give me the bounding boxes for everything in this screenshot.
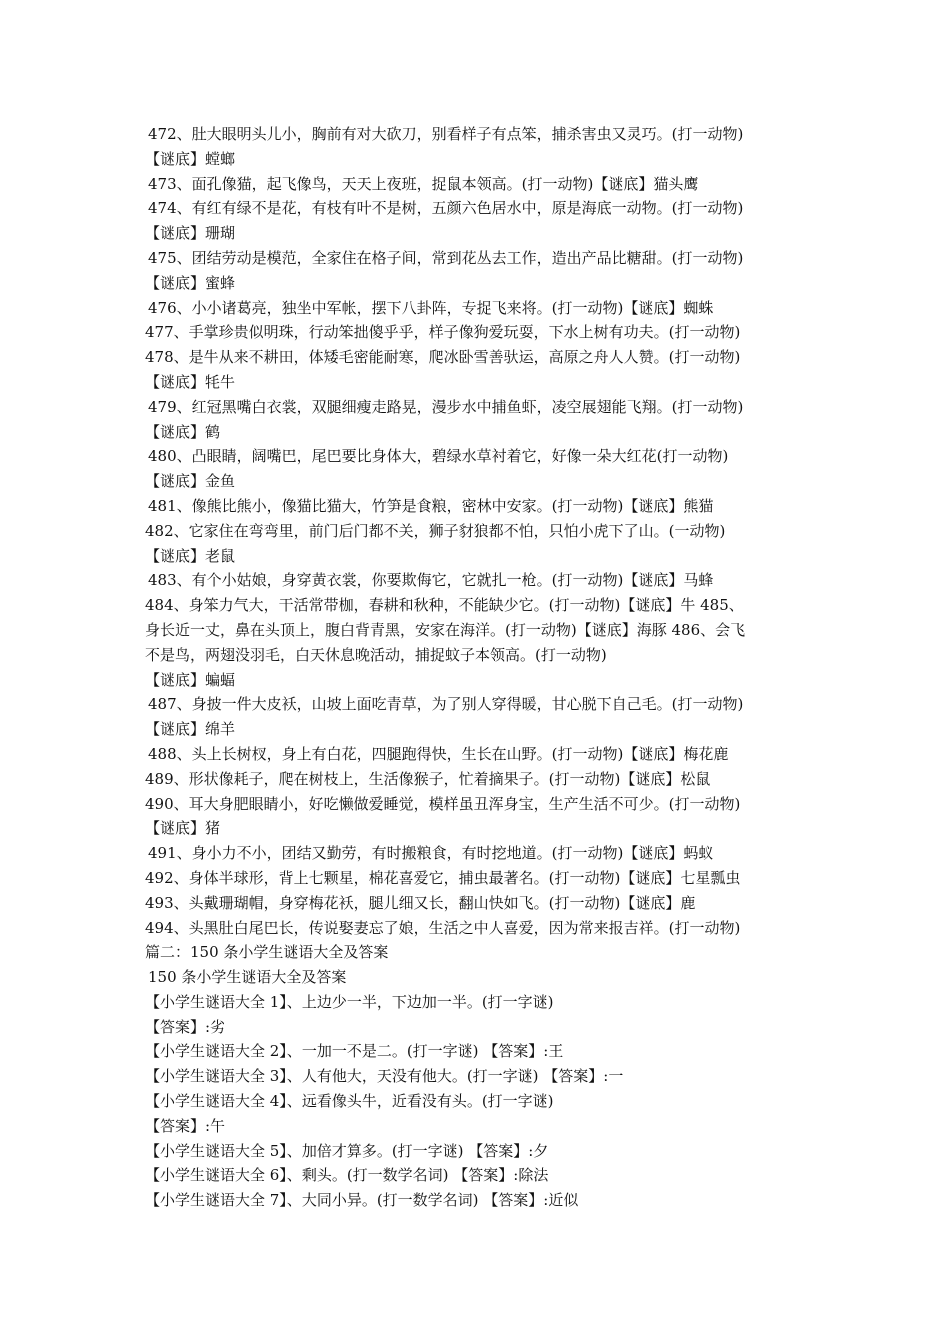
- text-line: 【答案】:劣: [145, 1017, 226, 1036]
- text-line: 【小学生谜语大全 1】、上边少一半，下边加一半。(打一字谜): [145, 992, 554, 1011]
- text-line: 【小学生谜语大全 2】、一加一不是二。(打一字谜) 【答案】:王: [145, 1042, 564, 1061]
- text-line: 【小学生谜语大全 3】、人有他大，天没有他大。(打一字谜) 【答案】:一: [145, 1067, 624, 1086]
- text-line: 【谜底】金鱼: [145, 472, 236, 491]
- text-line: 488、头上长树杈，身上有白花，四腿跑得快，生长在山野。(打一动物)【谜底】梅花鹿: [148, 744, 729, 763]
- text-line: 【答案】:午: [145, 1116, 226, 1135]
- text-line: 【小学生谜语大全 4】、远看像头牛，近看没有头。(打一字谜): [145, 1092, 554, 1111]
- text-line: 473、面孔像猫，起飞像鸟，天天上夜班，捉鼠本领高。(打一动物)【谜底】猫头鹰: [148, 174, 699, 193]
- text-line: 480、凸眼睛，阔嘴巴，尾巴要比身体大，碧绿水草衬着它，好像一朵大红花(打一动物): [148, 447, 729, 466]
- riddle-text-body: [145, 122, 815, 1213]
- text-line: 【小学生谜语大全 6】、剩头。(打一数学名词) 【答案】:除法: [145, 1166, 549, 1185]
- text-line: 【谜底】老鼠: [145, 546, 236, 565]
- text-line: 490、耳大身肥眼睛小，好吃懒做爱睡觉，模样虽丑浑身宝，生产生活不可少。(打一动物): [145, 794, 741, 813]
- text-line: 475、团结劳动是模范，全家住在格子间，常到花丛去工作，造出产品比糖甜。(打一动物): [148, 248, 744, 267]
- text-line: 472、肚大眼明头儿小，胸前有对大砍刀，别看样子有点笨，捕杀害虫又灵巧。(打一动物): [148, 125, 744, 143]
- text-line: 477、手掌珍贵似明珠，行动笨拙傻乎乎，样子像狗爱玩耍，下水上树有功夫。(打一动物): [145, 323, 741, 342]
- text-line: 483、有个小姑娘，身穿黄衣裳，你要欺侮它，它就扎一枪。(打一动物)【谜底】马蜂: [148, 571, 714, 590]
- text-line: 482、它家住在弯弯里，前门后门都不关，狮子豺狼都不怕，只怕小虎下了山。(一动物): [145, 521, 726, 540]
- text-line: 【谜底】螳螂: [145, 149, 236, 168]
- text-line: 【谜底】蜜蜂: [145, 273, 236, 292]
- text-line: 150 条小学生谜语大全及答案: [148, 968, 347, 987]
- text-line: 【谜底】猪: [145, 819, 221, 838]
- text-line: 【谜底】绵羊: [145, 720, 236, 739]
- text-line: 【谜底】鹤: [145, 422, 221, 441]
- text-line: 【小学生谜语大全 7】、大同小异。(打一数学名词) 【答案】:近似: [145, 1191, 579, 1210]
- text-line: 【谜底】牦牛: [145, 372, 236, 391]
- text-line: 484、身笨力气大，干活常带枷，春耕和秋种，不能缺少它。(打一动物)【谜底】牛 485、: [145, 596, 744, 615]
- text-line: 【谜底】珊瑚: [145, 224, 236, 243]
- text-line: 493、头戴珊瑚帽，身穿梅花袄，腿儿细又长，翻山快如飞。(打一动物)【谜底】鹿: [145, 893, 696, 912]
- text-line: 不是鸟，两翅没羽毛，白天休息晚活动，捕捉蚊子本领高。(打一动物): [145, 645, 607, 664]
- text-line: 476、小小诸葛亮，独坐中军帐，摆下八卦阵，专捉飞来将。(打一动物)【谜底】蜘蛛: [148, 298, 714, 317]
- text-line: 489、形状像耗子，爬在树枝上，生活像猴子，忙着摘果子。(打一动物)【谜底】松鼠: [145, 769, 711, 788]
- text-line: 478、是牛从来不耕田，体矮毛密能耐寒，爬冰卧雪善驮运，高原之舟人人赞。(打一动物): [145, 348, 741, 367]
- text-line: 474、有红有绿不是花，有枝有叶不是树，五颜六色居水中，原是海底一动物。(打一动物): [148, 199, 744, 218]
- text-line: 494、头黑肚白尾巴长，传说娶妻忘了娘，生活之中人喜爱，因为常来报吉祥。(打一动物): [145, 918, 741, 937]
- text-line: 身长近一丈，鼻在头顶上，腹白背青黑，安家在海洋。(打一动物)【谜底】海豚 486、会飞: [145, 620, 746, 639]
- text-line: 481、像熊比熊小，像猫比猫大，竹笋是食粮，密林中安家。(打一动物)【谜底】熊猫: [148, 496, 714, 515]
- text-line: 487、身披一件大皮袄，山坡上面吃青草，为了别人穿得暖，甘心脱下自己毛。(打一动物): [148, 695, 744, 714]
- text-line: 篇二：150 条小学生谜语大全及答案: [145, 943, 389, 962]
- text-line: 【谜底】蝙蝠: [145, 670, 236, 689]
- text-line: 【小学生谜语大全 5】、加倍才算多。(打一字谜) 【答案】:夕: [145, 1141, 549, 1160]
- text-line: 491、身小力不小，团结又勤劳，有时搬粮食，有时挖地道。(打一动物)【谜底】蚂蚁: [148, 844, 714, 863]
- text-line: 492、身体半球形，背上七颗星，棉花喜爱它，捕虫最著名。(打一动物)【谜底】七星瓢虫: [145, 868, 741, 887]
- text-line: 479、红冠黑嘴白衣裳，双腿细瘦走路晃，漫步水中捕鱼虾，凌空展翅能飞翔。(打一动物): [148, 397, 744, 416]
